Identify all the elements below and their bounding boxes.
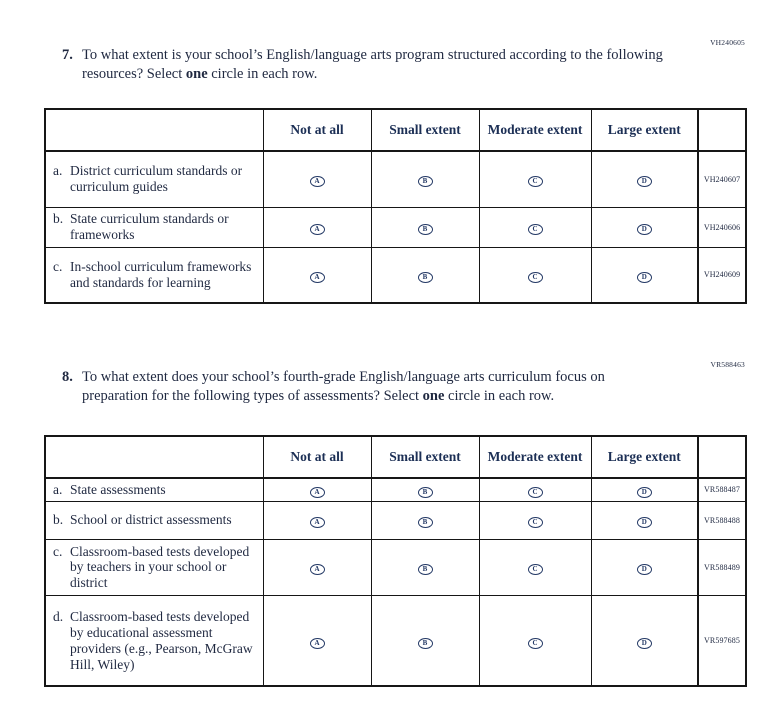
- option-cell-d[interactable]: [591, 207, 698, 247]
- answer-bubble-d[interactable]: D: [637, 176, 652, 187]
- option-cell-c[interactable]: [479, 151, 591, 207]
- answer-bubble-c[interactable]: C: [528, 638, 543, 649]
- column-header-small-extent: Small extent: [371, 436, 479, 478]
- answer-bubble-c[interactable]: C: [528, 487, 543, 498]
- table-row-a: [45, 478, 746, 501]
- option-cell-d[interactable]: [591, 247, 698, 303]
- answer-bubble-d[interactable]: D: [637, 272, 652, 283]
- question-8-text: To what extent does your school’s fourth-grade English/language arts curriculum focus on preparation for the following types of assessments? Select one circle in each row.: [82, 369, 605, 404]
- answer-bubble-b[interactable]: B: [418, 564, 433, 575]
- empty-code-header: [698, 109, 746, 151]
- option-cell-d[interactable]: [591, 478, 698, 501]
- answer-bubble-c[interactable]: C: [528, 224, 543, 235]
- column-header-large-extent: Large extent: [591, 436, 698, 478]
- option-cell-c[interactable]: [479, 207, 591, 247]
- option-cell-c[interactable]: [479, 501, 591, 539]
- table-row-c: [45, 247, 746, 303]
- row-label-text: In-school curriculum frameworks and standards for learning: [70, 258, 252, 290]
- option-cell-a[interactable]: [263, 151, 371, 207]
- option-cell-a[interactable]: [263, 595, 371, 686]
- question-7-accession-code: VH240605: [710, 38, 745, 47]
- table-row-c: [45, 539, 746, 595]
- row-letter: d.: [53, 608, 64, 624]
- header-row: [45, 436, 746, 478]
- row-accession-code: VR588487: [698, 478, 746, 501]
- question-8-response-table: [44, 435, 747, 687]
- option-cell-c[interactable]: [479, 247, 591, 303]
- table-row-d: [45, 595, 746, 686]
- option-cell-a[interactable]: [263, 539, 371, 595]
- column-header-large-extent: Large extent: [591, 109, 698, 151]
- option-cell-a[interactable]: [263, 207, 371, 247]
- empty-stub-header: [45, 436, 263, 478]
- option-cell-b[interactable]: [371, 501, 479, 539]
- answer-bubble-b[interactable]: B: [418, 638, 433, 649]
- answer-bubble-d[interactable]: D: [637, 638, 652, 649]
- row-label: [45, 595, 263, 686]
- row-label: [45, 478, 263, 501]
- option-cell-d[interactable]: [591, 539, 698, 595]
- table-row-b: [45, 501, 746, 539]
- row-label: [45, 247, 263, 303]
- column-header-not-at-all: Not at all: [263, 436, 371, 478]
- header-row: [45, 109, 746, 151]
- row-accession-code: VH240606: [698, 207, 746, 247]
- row-accession-code: VR588489: [698, 539, 746, 595]
- row-label: [45, 539, 263, 595]
- option-cell-d[interactable]: [591, 151, 698, 207]
- column-header-small-extent: Small extent: [371, 109, 479, 151]
- question-7-response-table: [44, 108, 747, 304]
- answer-bubble-a[interactable]: A: [310, 272, 325, 283]
- answer-bubble-c[interactable]: C: [528, 517, 543, 528]
- answer-bubble-a[interactable]: A: [310, 564, 325, 575]
- row-accession-code: VR588488: [698, 501, 746, 539]
- option-cell-b[interactable]: [371, 151, 479, 207]
- answer-bubble-a[interactable]: A: [310, 638, 325, 649]
- answer-bubble-a[interactable]: A: [310, 224, 325, 235]
- question-8-accession-code: VR588463: [710, 360, 745, 369]
- option-cell-c[interactable]: [479, 478, 591, 501]
- answer-bubble-b[interactable]: B: [418, 224, 433, 235]
- row-label: [45, 501, 263, 539]
- answer-bubble-d[interactable]: D: [637, 564, 652, 575]
- row-accession-code: VR597685: [698, 595, 746, 686]
- row-label-text: School or district assessments: [70, 512, 232, 528]
- answer-bubble-a[interactable]: A: [310, 517, 325, 528]
- empty-code-header: [698, 436, 746, 478]
- option-cell-b[interactable]: [371, 478, 479, 501]
- option-cell-a[interactable]: [263, 247, 371, 303]
- row-label-text: District curriculum standards or curriculum guides: [70, 163, 243, 195]
- answer-bubble-c[interactable]: C: [528, 272, 543, 283]
- option-cell-c[interactable]: [479, 595, 591, 686]
- row-label: [45, 151, 263, 207]
- row-letter: a.: [53, 482, 63, 497]
- answer-bubble-b[interactable]: B: [418, 272, 433, 283]
- answer-bubble-d[interactable]: D: [637, 487, 652, 498]
- row-letter: c.: [53, 258, 63, 274]
- option-cell-d[interactable]: [591, 595, 698, 686]
- row-label-text: Classroom-based tests developed by teachers in your school or district: [70, 543, 250, 591]
- row-accession-code: VH240607: [698, 151, 746, 207]
- row-accession-code: VH240609: [698, 247, 746, 303]
- table-row-a: [45, 151, 746, 207]
- answer-bubble-b[interactable]: B: [418, 517, 433, 528]
- option-cell-b[interactable]: [371, 207, 479, 247]
- option-cell-a[interactable]: [263, 501, 371, 539]
- answer-bubble-c[interactable]: C: [528, 176, 543, 187]
- option-cell-b[interactable]: [371, 595, 479, 686]
- option-cell-d[interactable]: [591, 501, 698, 539]
- answer-bubble-d[interactable]: D: [637, 517, 652, 528]
- answer-bubble-d[interactable]: D: [637, 224, 652, 235]
- answer-bubble-b[interactable]: B: [418, 176, 433, 187]
- column-header-moderate-extent: Moderate extent: [479, 109, 591, 151]
- row-label-text: State assessments: [70, 482, 166, 497]
- column-header-not-at-all: Not at all: [263, 109, 371, 151]
- row-label: [45, 207, 263, 247]
- table-row-b: [45, 207, 746, 247]
- empty-stub-header: [45, 109, 263, 151]
- option-cell-b[interactable]: [371, 539, 479, 595]
- question-8-number: 8.: [62, 369, 73, 385]
- answer-bubble-c[interactable]: C: [528, 564, 543, 575]
- option-cell-b[interactable]: [371, 247, 479, 303]
- answer-bubble-a[interactable]: A: [310, 176, 325, 187]
- row-letter: b.: [53, 211, 64, 227]
- answer-bubble-b[interactable]: B: [418, 487, 433, 498]
- row-letter: c.: [53, 543, 63, 559]
- row-letter: b.: [53, 512, 64, 528]
- question-7-number: 7.: [62, 47, 73, 63]
- option-cell-a[interactable]: [263, 478, 371, 501]
- row-label-text: Classroom-based tests developed by educational assessment providers (e.g., Pearson, McGraw Hill, Wiley): [70, 608, 253, 672]
- answer-bubble-a[interactable]: A: [310, 487, 325, 498]
- column-header-moderate-extent: Moderate extent: [479, 436, 591, 478]
- row-letter: a.: [53, 163, 63, 179]
- row-label-text: State curriculum standards or frameworks: [70, 211, 229, 242]
- question-7-text: To what extent is your school’s English/language arts program structured according to the following resources? Select one circle in each row.: [82, 47, 663, 82]
- option-cell-c[interactable]: [479, 539, 591, 595]
